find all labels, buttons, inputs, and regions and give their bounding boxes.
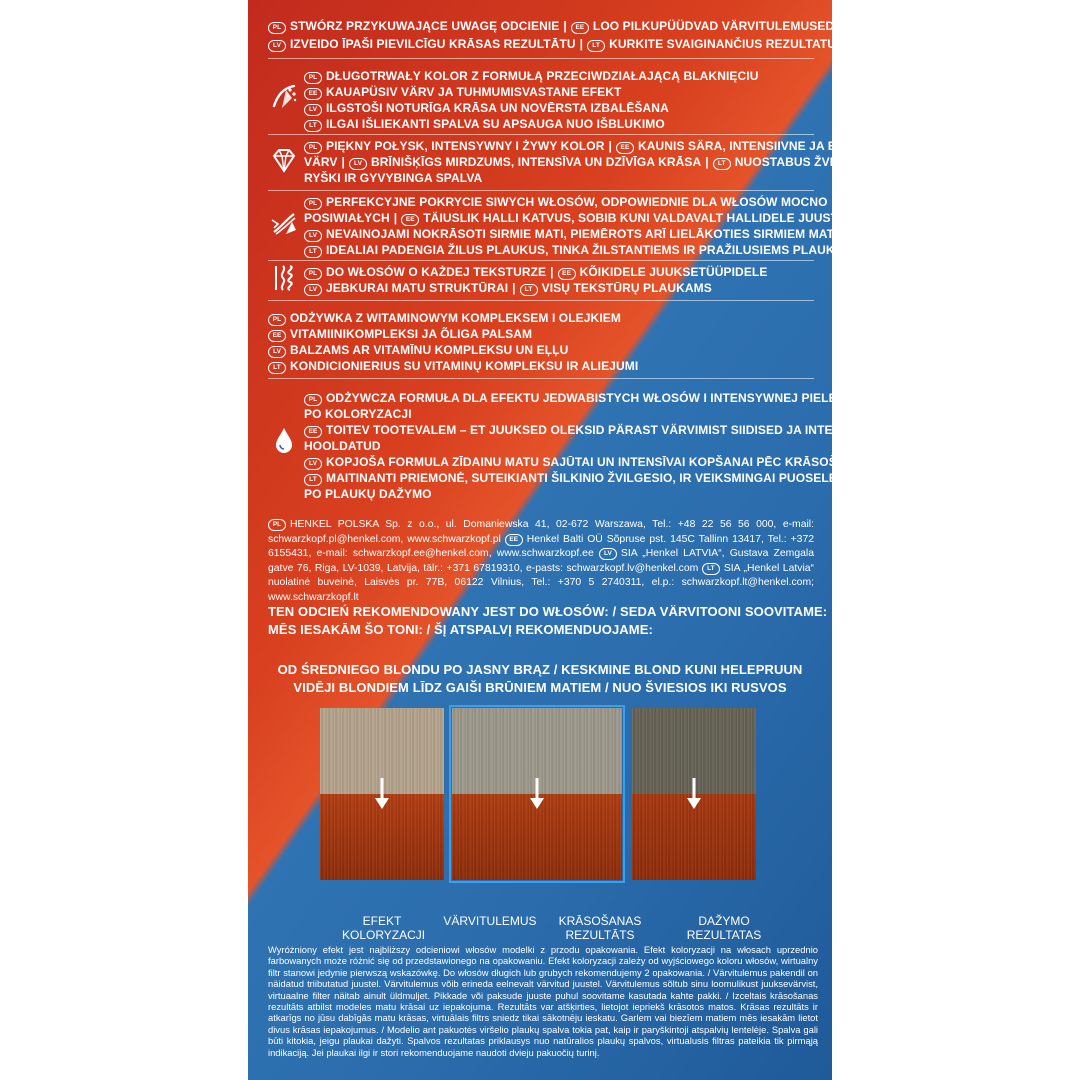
- swatch-3: [632, 708, 756, 880]
- divider: [268, 134, 814, 135]
- fade-protection-icon: [268, 80, 300, 112]
- feature-shine: PL PIĘKNY POŁYSK, INTENSYWNY I ŻYWY KOLOR | EE KAUNIS SÄRA, INTENSIIVNE JA ERK VÄRV | LV BRĪNIŠĶĪGS MIRDZUMS, INTENSĪVA UN DZĪVĪGA KRĀSA | LT NUOSTABUS ŽVILGESYS, RYŠKI IR GYVYBINGA SPALVA: [304, 139, 886, 185]
- divider: [268, 260, 814, 261]
- divider: [268, 58, 814, 59]
- droplet-icon: [268, 424, 300, 456]
- feature-nourishing: PL ODŻYWCZA FORMUŁA DLA EFEKTU JEDWABISTYCH WŁOSÓW I INTENSYWNEJ PIELĘGNACJI PO KOLORYZACJI EE TOITEV TOOTEVALEM – ET JUUKSED OLEKSID PÄRAST VÄRVIMIST SIIDISED JA INTENSIIVSELT HOOLDATUD LV KOPJOŠA FORMULA ZĪDAINU MATU SAJŪTAI UN INTENSĪVAI KOPŠANAI PĒC KRĀSOŠANAS LT MAITINANTI PRIEMONĖ, SUTEIKIANTI ŠILKINIO ŽVILGESIO, IR VEIKSMINGAI PUOSELĖJANTI PO PLAUKŲ DAŽYMO: [304, 391, 895, 501]
- feature-3-lt: IDEALIAI PADENGIA ŽILUS PLAUKUS, TINKA ŽILSTANTIEMS IR PRAŽILUSIEMS PLAUKAMS: [326, 243, 862, 257]
- feature-1-lt: ILGAI IŠLIEKANTI SPALVA SU APSAUGA NUO IŠBLUKIMO: [326, 117, 665, 131]
- feature-6-ee: TOITEV TOOTEVALEM – ET JUUKSED OLEKSID PÄRAST VÄRVIMIST SIIDISED JA INTENSIIVSELT: [326, 423, 895, 437]
- feature-conditioner: PL ODŻYWKA Z WITAMINOWYM KOMPLEKSEM I OLEJKIEM EE VITAMIINIKOMPLEKSI JA ÕLIGA PALSAM LV BALZAMS AR VITAMĪNU KOMPLEKSU UN EĻĻU LT KONDICIONIERIUS SU VITAMINŲ KOMPLEKSU IR ALIEJUMI: [268, 310, 820, 374]
- feature-6-lt-cont: PO PLAUKŲ DAŽYMO: [304, 487, 432, 501]
- feature-2-ee-cont: VÄRV: [304, 155, 338, 169]
- feature-2-lt-cont: RYŠKI IR GYVYBINGA SPALVA: [304, 171, 483, 185]
- caption-lv: KRĀSOŠANAS REZULTĀTS: [558, 914, 642, 942]
- feature-3-pl-cont: POSIWIAŁYCH: [304, 211, 390, 225]
- product-info-panel: [248, 0, 895, 1080]
- range-line-1: OD ŚREDNIEGO BLONDU PO JASNY BRĄZ / KESKMINE BLOND KUNI HELEPRUUN: [277, 662, 803, 677]
- contact-pl: HENKEL POLSKA Sp. z o.o., ul. Domaniewska 41, 02-672 Warszawa, Tel.: +48 22 56 56 000, e-mail: schwarzkopf.pl@henkel.com, www.schwarzkopf.pl: [268, 519, 814, 545]
- swatch-1: [320, 708, 444, 880]
- feature-4-lt: VISŲ TEKSTŪRŲ PLAUKAMS: [541, 281, 712, 295]
- feature-2-lt: NUOSTABUS ŽVILGESYS,: [734, 155, 886, 169]
- arrow-down-icon: [687, 778, 701, 810]
- recommend-line-1: TEN ODCIEŃ REKOMENDOWANY JEST DO WŁOSÓW: / SEDA VÄRVITOONI SOOVITAME:: [268, 604, 828, 619]
- divider: [268, 378, 814, 379]
- recommend-line-2: MĒS IESAKĀM ŠO TONI: / ŠĮ ATSPALVĮ REKOMENDUOJAME:: [268, 622, 653, 637]
- arrow-down-icon: [375, 778, 389, 810]
- feature-3-ee: TÄIUSLIK HALLI KATVUS, SOBIB KUNI VALDAVALT HALLIDELE JUUSTELE: [423, 211, 862, 225]
- feature-grey-coverage: PL PERFEKCYJNE POKRYCIE SIWYCH WŁOSÓW, ODPOWIEDNIE DLA WŁOSÓW MOCNO POSIWIAŁYCH | EE TÄIUSLIK HALLI KATVUS, SOBIB KUNI VALDAVALT HALLIDELE JUUSTELE LV NEVAINOJAMI NOKRĀSOTI SIRMIE MATI, PIEMĒROTS ARĪ LIELĀKOTIES SIRMIEM MATIEM LT IDEALIAI PADENGIA ŽILUS PLAUKUS, TINKA ŽILSTANTIEMS IR PRAŽILUSIEMS PLAUKAMS: [304, 195, 862, 257]
- contact-info: PL HENKEL POLSKA Sp. z o.o., ul. Domaniewska 41, 02-672 Warszawa, Tel.: +48 22 56 56 000, e-mail: schwarzkopf.pl@henkel.com, www.schwarzkopf.pl EE Henkel Balti OÜ Sõpruse pst. 145C Tallinn 13417, Tel.: +372 6155431, e-mail: schwarzkopf.ee@henkel.com, www.schwarzkopf.ee LV SIA „Henkel LATVIA“, Gustava Zemgala gatve 76, Riga, LV-1039, Latvija, tālr.: +371 67819310, e-pasts: schwarzkopf.lv@henkel.com LT SIA „Henkel Latvia“ nuolatinė buveinė, Laisvės pr. 77B, 06122 Vilnius, Tel.: +370 5 2740311, el.p.: schwarzkopf.lt@henkel.com; www.schwarzkopf.lt: [268, 519, 815, 603]
- feature-5-lv: BALZAMS AR VITAMĪNU KOMPLEKSU UN EĻĻU: [290, 343, 569, 357]
- feature-1-pl: DŁUGOTRWAŁY KOLOR Z FORMUŁĄ PRZECIWDZIAŁAJĄCĄ BLAKNIĘCIU: [326, 69, 759, 83]
- grey-coverage-icon: [268, 208, 300, 240]
- feature-2-lv: BRĪNIŠĶĪGS MIRDZUMS, INTENSĪVA UN DZĪVĪGA KRĀSA: [371, 155, 702, 169]
- hair-texture-icon: [268, 262, 300, 294]
- feature-4-ee: KÕIKIDELE JUUKSETÜÜPIDELE: [579, 265, 768, 279]
- feature-6-pl: ODŻYWCZA FORMUŁA DLA EFEKTU JEDWABISTYCH WŁOSÓW I INTENSYWNEJ PIELĘGNACJI: [326, 391, 883, 405]
- header-line-2: LV IZVEIDO ĪPAŠI PIEVILCĪGU KRĀSAS REZULTĀTU | LT KURKITE SVAIGINANČIUS REZULTATUS: [268, 36, 814, 52]
- feature-all-textures: PL DO WŁOSÓW O KAŻDEJ TEKSTURZE | EE KÕIKIDELE JUUKSETÜÜPIDELE LV JEBKURAI MATU STRUKTŪRAI | LT VISŲ TEKSTŪRŲ PLAUKAMS: [304, 264, 820, 296]
- lang-badge-pl: PL: [268, 22, 286, 34]
- lang-badge-lv: LV: [268, 40, 286, 52]
- feature-6-lt: MAITINANTI PRIEMONĖ, SUTEIKIANTI ŠILKINIO ŽVILGESIO, IR VEIKSMINGAI PUOSELĖJANTI: [326, 471, 873, 485]
- header-line-1: PL STWÓRZ PRZYKUWAJĄCE UWAGĘ ODCIENIE | EE LOO PILKUPÜÜDVAD VÄRVITULEMUSED: [268, 18, 814, 34]
- header-text-lt: KURKITE SVAIGINANČIUS REZULTATUS: [609, 37, 845, 51]
- feature-1-lv: ILGSTOŠI NOTURĪGA KRĀSA UN NOVĒRSTA IZBALĒŠANA: [326, 101, 669, 115]
- header-text-pl: STWÓRZ PRZYKUWAJĄCE UWAGĘ ODCIENIE: [290, 19, 560, 33]
- feature-2-pl: PIĘKNY POŁYSK, INTENSYWNY I ŻYWY KOLOR: [326, 139, 605, 153]
- feature-6-lv: KOPJOŠA FORMULA ZĪDAINU MATU SAJŪTAI UN INTENSĪVAI KOPŠANAI PĒC KRĀSOŠANAS: [326, 455, 872, 469]
- swatch-2: [452, 708, 622, 880]
- legal-disclaimer: Wyróżniony efekt jest najbliższy odcieniowi włosów modelki z przodu opakowania. Efekt koloryzacji na włosach uprzednio farbowanych może różnić się od przedstawionego na opakowaniu. Efekt koloryzacji zależy od wyjściowego koloru włosów, wirtualny filtr stanowi jedynie pierwszą wskazówkę. Do włosów długich lub grubych rekomendujemy 2 opakowania. / Värvitulemus pakendil on näidatud triibutatud juustel. Värvitulemus võib erineda eelnevalt värvitud juustel. Värvitulemus sõltub sinu loomulikust juuksevärvist, virtuaalne filter näitab ainult üldmuljet. Pikkade või paksude juuste puhul soovitame kasutada kahte pakki. / Izceltais krāsošanas rezultāts atbilst modeles matu krāsai uz iepakojuma. Rezultāts var atšķirties, lietojot iepriekš krāsotos matos. Krāsas rezultāts ir atkarīgs no jūsu dabīgās matu krāsas, virtuālais filtrs sniedz tikai sākotnēju ieskatu. Garlem vai biezīem matiem mēs iesakām lietot divus krāsas iepakojumus. / Modelio ant pakuotės viršelio plaukų spalva tokia pat, kaip ir paryškintoji atspalvių lentelėje. Spalva gali būti kitokia, jeigu plaukai dažyti. Spalvos rezultatas priklausys nuo natūralios plaukų spalvos, virtualusis filtras pateikia tik pirmąją indikaciją. Jei plaukai ilgi ir stori rekomenduojame naudoti dvieju pakuočių turinį.: [268, 944, 818, 1058]
- feature-6-pl-cont: PO KOLORYZACJI: [304, 407, 412, 421]
- contact-lv: SIA „Henkel LATVIA“, Gustava Zemgala gatve 76, Riga, LV-1039, Latvija, tālr.: +371 67819310, e-pasts: schwarzkopf.lv@henkel.com: [268, 548, 814, 574]
- feature-3-lv: NEVAINOJAMI NOKRĀSOTI SIRMIE MATI, PIEMĒROTS ARĪ LIELĀKOTIES SIRMIEM MATIEM: [326, 227, 856, 241]
- lang-badge-ee: EE: [571, 22, 589, 34]
- feature-long-lasting: PL DŁUGOTRWAŁY KOLOR Z FORMUŁĄ PRZECIWDZIAŁAJĄCĄ BLAKNIĘCIU EE KAUAPÜSIV VÄRV JA TUHMUMISVASTANE EFEKT LV ILGSTOŠI NOTURĪGA KRĀSA UN NOVĒRSTA IZBALĒŠANA LT ILGAI IŠLIEKANTI SPALVA SU APSAUGA NUO IŠBLUKIMO: [304, 68, 820, 132]
- caption-lt: DAŽYMO REZULTATAS: [686, 914, 762, 942]
- caption-ee: VÄRVITULEMUS: [443, 914, 537, 928]
- contact-ee: Henkel Balti OÜ Sõpruse pst. 145C Tallinn 13417, Tel.: +372 6155431, e-mail: schwarzkopf.ee@henkel.com, www.schwarzkopf.ee: [268, 533, 815, 560]
- feature-3-pl: PERFEKCYJNE POKRYCIE SIWYCH WŁOSÓW, ODPOWIEDNIE DLA WŁOSÓW MOCNO: [326, 195, 828, 209]
- divider: [268, 190, 814, 191]
- diamond-icon: [268, 144, 300, 176]
- feature-5-lt: KONDICIONIERIUS SU VITAMINŲ KOMPLEKSU IR ALIEJUMI: [290, 359, 639, 373]
- contact-lt: SIA „Henkel Latvia“ nuolatinė buveinė, Laisvės pr. 77B, 06122 Vilnius, Tel.: +370 5 2740311, el.p.: schwarzkopf.lt@henkel.com; www.schwarzkopf.lt: [268, 562, 814, 603]
- range-line-2: VIDĒJI BLONDIEM LĪDZ GAIŠI BRŪNIEM MATIEM / NUO ŠVIESIOS IKI RUSVOS: [293, 680, 787, 695]
- feature-5-pl: ODŻYWKA Z WITAMINOWYM KOMPLEKSEM I OLEJKIEM: [290, 311, 621, 325]
- lang-badge-lt: LT: [587, 40, 605, 52]
- caption-pl: EFEKT KOLORYZACJI: [342, 914, 426, 942]
- feature-1-ee: KAUAPÜSIV VÄRV JA TUHMUMISVASTANE EFEKT: [326, 85, 622, 99]
- divider: [268, 300, 814, 301]
- feature-6-ee-cont: HOOLDATUD: [304, 439, 381, 453]
- feature-2-ee: KAUNIS SÄRA, INTENSIIVNE JA ERK: [637, 139, 854, 153]
- header-text-lv: IZVEIDO ĪPAŠI PIEVILCĪGU KRĀSAS REZULTĀTU: [290, 37, 576, 51]
- feature-4-pl: DO WŁOSÓW O KAŻDEJ TEKSTURZE: [326, 265, 547, 279]
- feature-4-lv: JEBKURAI MATU STRUKTŪRAI: [326, 281, 509, 295]
- feature-5-ee: VITAMIINIKOMPLEKSI JA ÕLIGA PALSAM: [290, 327, 533, 341]
- arrow-down-icon: [530, 778, 544, 810]
- header-text-ee: LOO PILKUPÜÜDVAD VÄRVITULEMUSED: [592, 19, 835, 33]
